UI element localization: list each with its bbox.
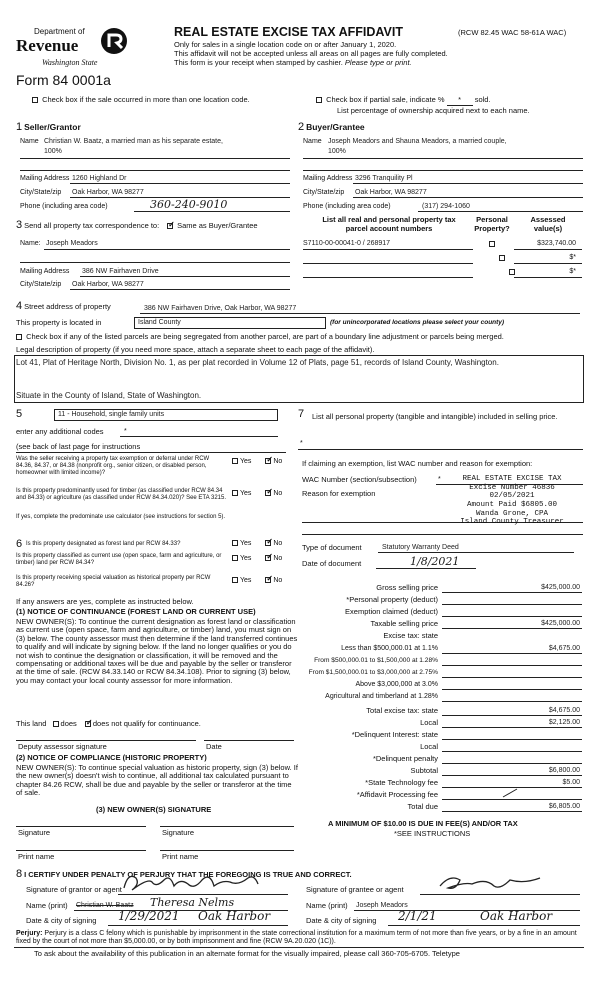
seller-name[interactable]: Christian W. Baatz, a married man as his separate estate, (44, 138, 223, 145)
sec4-row (16, 300, 111, 313)
land-does-checkbox[interactable] (53, 721, 59, 727)
multi-location-row (32, 96, 250, 105)
seller-pct[interactable]: 100% (44, 148, 62, 155)
seller-phone-label: Phone (including area code) (20, 203, 108, 210)
local-value[interactable]: $2,125.00 (548, 719, 580, 726)
sec3-addr-label: Mailing Address (20, 268, 70, 275)
q-forest-no-checkbox[interactable] (265, 540, 271, 546)
stamp-line-5: Wanda Grone, CPA (475, 509, 548, 518)
grantor-sig-label: Signature of grantor or agent (26, 885, 122, 894)
tech-fee-label: *State Technology fee (365, 778, 438, 787)
multi-location-label: Check box if the sale occurred in more than one location code. (42, 95, 250, 104)
form-number: Form 84 0001a (16, 72, 111, 88)
excise-state-label: Excise tax: state (383, 631, 438, 640)
perjury-text: Perjury is a class C felony which is punishable by imprisonment in the state correctional institution for a maximum term of not more than five years, or by a fine in an amount fixed by the court of not more than $5,000.00, or by both imprisonment and fine (RCW 9A.20.020 (1C)). (16, 930, 577, 946)
tier1-value[interactable]: $4,675.00 (548, 645, 580, 652)
grantee-printed-name[interactable]: Joseph Meadors (356, 902, 408, 909)
additional-codes-value[interactable]: * (124, 428, 127, 435)
grantee-signature-image[interactable] (420, 868, 580, 896)
notice-compliance-title: (2) NOTICE OF COMPLIANCE (HISTORIC PROPERTY) (16, 753, 207, 762)
located-label: This property is located in (16, 318, 102, 327)
buyer-title: Buyer/Grantee (306, 122, 365, 132)
buyer-phone[interactable]: (317) 294-1060 (422, 203, 470, 210)
cashier-stamp (446, 475, 578, 527)
seller-city[interactable]: Oak Harbor, WA 98277 (72, 189, 144, 196)
parcel-3-value[interactable]: $* (569, 268, 576, 275)
this-land-label: This land (16, 719, 47, 728)
grantor-date-city-label: Date & city of signing (26, 916, 97, 925)
gross-label: Gross selling price (376, 583, 438, 592)
legal-desc-text-2: Situate in the County of Island, State of Washington. (16, 391, 202, 400)
header-line-2: This affidavit will not be accepted unless all areas on all pages are fully completed. (174, 49, 448, 58)
q-forest-answer (232, 540, 282, 548)
grantor-name-label: Name (print) (26, 901, 68, 910)
wac-label: WAC Number (section/subsection) (302, 475, 417, 484)
additional-codes-label: enter any additional codes (16, 427, 104, 436)
segregated-label: Check box if any of the listed parcels are being segregated from another parcel, are part of a boundary line adjustment or parcels being merged. (26, 332, 504, 341)
q-forest-yes-checkbox[interactable] (232, 540, 238, 546)
buyer-city-label: City/State/zip (303, 189, 345, 196)
notice-continuance-text: NEW OWNER(S): To continue the current designation as forest land or classification as current use (open space, farm and agriculture, or timber) land, you must sign on (3) below. The county assessor must then determine if the land transferred continues to qualify and will indicate by signing below. If the land no longer qualifies or you do not wish to continue the designation or classification, it will be removed and the compensating or additional taxes will be due and payable by the seller or transferor at the time of sale. (RCW 84.33.140 or RCW 84.34.108). Prior to signing (3) below, you may contact your local county assessor for more information. (16, 617, 298, 685)
seller-addr[interactable]: 1260 Highland Dr (72, 175, 127, 182)
seller-addr-label: Mailing Address (20, 175, 70, 182)
land-use-value: 11 - Household, single family units (58, 411, 165, 418)
new-owner-sig-title: (3) NEW OWNER(S) SIGNATURE (96, 805, 212, 814)
grantor-handwritten-name[interactable]: Theresa Nelms (150, 896, 235, 909)
q-forest-yes-label: Yes (240, 540, 252, 547)
q-historic-answer (232, 577, 282, 585)
partial-sale-label: Check box if partial sale, indicate % (326, 95, 445, 104)
personal-header-line-2: Property? (474, 223, 510, 233)
grantee-name-label: Name (print) (306, 901, 348, 910)
sec3-number: 3 (16, 219, 23, 231)
deputy-date-label: Date (206, 742, 222, 751)
sec3-name[interactable]: Joseph Meadors (46, 240, 98, 247)
header-line-1: Only for sales in a single location code on or after January 1, 2020. (174, 40, 397, 49)
gross-value[interactable]: $425,000.00 (541, 584, 580, 591)
perjury-label: Perjury: (16, 930, 43, 937)
exemption-label: If claiming an exemption, list WAC number and reason for exemption: (302, 459, 533, 468)
q-exemption-text: Was the seller receiving a property tax exemption or deferral under RCW 84.36, 84.37, or 84.38 (nonprofit org., senior citizen, or disabled person, homeowner with limited income)? (16, 456, 210, 476)
q-historic-text: Is this property receiving special valuation as historical property per RCW 84.26? (16, 575, 211, 588)
q-timber-if-yes: If yes, complete the predominate use calculator (see instructions for section 5). (16, 514, 226, 520)
land-does-not-checkbox[interactable] (85, 721, 91, 727)
delinquent-penalty-label: *Delinquent penalty (372, 754, 438, 763)
seller-name-label: Name (20, 138, 39, 145)
reason-label: Reason for exemption (302, 489, 376, 498)
stamp-line-6: Island County Treasurer (460, 518, 564, 527)
q-current-use-no-checkbox[interactable] (265, 555, 271, 561)
sec3-name-label: Name: (20, 240, 41, 247)
stamp-line-3: 02/05/2021 (489, 492, 535, 501)
grantor-signature-image[interactable] (118, 868, 288, 896)
parcels-header-line-2: parcel account numbers (345, 223, 433, 233)
sec7-number: 7 (298, 408, 305, 420)
sec1-header (16, 121, 81, 134)
total-state-value[interactable]: $4,675.00 (548, 707, 580, 714)
parcel-2-value[interactable]: $* (569, 254, 576, 261)
sec2-header (298, 121, 365, 134)
q-forest-no-label: No (273, 540, 283, 547)
q-timber-no-checkbox[interactable] (265, 490, 271, 496)
doc-type-label: Type of document (302, 543, 362, 552)
see-instructions: (see back of last page for instructions (16, 442, 141, 451)
q-timber-text: Is this property predominantly used for timber (as classified under RCW 84.34 and 84.33) or agriculture (as classified under RCW 84.34.020)? See ETA 3215. (16, 488, 227, 501)
subtotal-value[interactable]: $6,800.00 (548, 767, 580, 774)
affidavit-fee-label: *Affidavit Processing fee (356, 790, 438, 799)
parcels-header-2 (470, 216, 514, 233)
q-exemption-answer (232, 458, 282, 466)
header-line-3 (174, 59, 412, 68)
parcel-1-value[interactable]: $323,740.00 (537, 240, 576, 247)
delinquent-local-label: Local (420, 742, 438, 751)
new-owner-print-1-label: Print name (18, 852, 55, 861)
street-address[interactable]: 386 NW Fairhaven Drive, Oak Harbor, WA 98277 (144, 305, 297, 312)
segregated-checkbox[interactable] (16, 334, 22, 340)
local-label: Local (420, 718, 438, 727)
certify-statement: I CERTIFY UNDER PENALTY OF PERJURY THAT THE FOREGOING IS TRUE AND CORRECT. (24, 870, 352, 879)
parcels-header-line-1: List all real and personal property tax (322, 215, 456, 224)
doc-date-label: Date of document (302, 559, 362, 568)
land-does-not-label: does not qualify for continuance. (92, 719, 201, 728)
taxable-value[interactable]: $425,000.00 (541, 620, 580, 627)
unincorporated-note: (for unincorporated locations please select your county) (330, 319, 505, 326)
sec2-number: 2 (298, 121, 305, 133)
parcels-header-3 (518, 216, 578, 233)
buyer-phone-label: Phone (including area code) (303, 203, 391, 210)
revenue-logo-text: Revenue (16, 36, 79, 55)
q-historic-no-checkbox[interactable] (265, 577, 271, 583)
q-timber-yes-label: Yes (240, 490, 252, 497)
q-current-use-text: Is this property classified as current use (open space, farm and agriculture, or timber) land per RCW 84.34? (16, 553, 222, 566)
county-value: Island County (138, 319, 181, 326)
form-title: REAL ESTATE EXCISE TAX AFFIDAVIT (174, 25, 403, 39)
q-historic-yes-checkbox[interactable] (232, 577, 238, 583)
sec3-row (16, 219, 258, 232)
tier1-label: Less than $500,000.01 at 1.1% (341, 645, 438, 652)
seller-city-label: City/State/zip (20, 189, 62, 196)
q-forest-text: Is this property designated as forest land per RCW 84.33? (26, 541, 181, 547)
buyer-addr[interactable]: 3296 Tranquility Pl (355, 175, 413, 182)
buyer-addr-label: Mailing Address (303, 175, 353, 182)
deputy-signature-label: Deputy assessor signature (18, 742, 107, 751)
sec4-number: 4 (16, 300, 23, 312)
sec1-number: 1 (16, 121, 23, 133)
q-timber-answer (232, 490, 282, 498)
same-as-buyer-label: Same as Buyer/Grantee (177, 221, 258, 230)
segregated-row (16, 333, 504, 342)
partial-sale-pct[interactable]: * (447, 96, 473, 106)
sec3-city-label: City/State/zip (20, 281, 62, 288)
header-line-3-text: This form is your receipt when stamped by cashier. (174, 58, 343, 67)
sec5-number: 5 (16, 408, 23, 420)
partial-sale-checkbox[interactable] (316, 97, 322, 103)
sec8-number: 8 (16, 868, 23, 880)
assessed-header-line-1: Assessed (530, 215, 566, 224)
buyer-city[interactable]: Oak Harbor, WA 98277 (355, 189, 427, 196)
grantor-sign-city[interactable]: Oak Harbor (198, 909, 271, 923)
assessed-header-line-2: value(s) (533, 223, 563, 233)
doc-date-value[interactable]: 1/8/2021 (410, 555, 460, 568)
alternate-format-note: To ask about the availability of this publication in an alternate format for the visually impaired, please call 360-705-6705. Teletype (34, 949, 460, 958)
subtotal-label: Subtotal (410, 766, 438, 775)
tier4-label: Above $3,000,000 at 3.0% (355, 681, 438, 688)
buyer-name[interactable]: Joseph Meadors and Shauna Meadors, a married couple, (328, 138, 507, 145)
legal-desc-label: Legal description of property (if you need more space, attach a separate sheet to each page of the affidavit). (16, 345, 375, 354)
stamp-line-2: Excise Number 46836 (469, 483, 555, 492)
personal-header-line-1: Personal (476, 215, 508, 224)
see-instructions-note: *SEE INSTRUCTIONS (394, 829, 471, 838)
washington-state-label: Washington State (42, 58, 98, 67)
q-current-use-no-label: No (273, 555, 283, 562)
partial-sale-row (316, 96, 491, 106)
legal-desc-text-1: Lot 41, Plat of Heritage North, Division No. 1, as per plat recorded in Volume 12 of Plats, page 51, records of Island County, Washington. (16, 358, 499, 367)
personal-property-value[interactable]: * (300, 440, 303, 447)
header-type-or-print: Please type or print. (344, 58, 412, 67)
tier2-label: From $500,000.01 to $1,500,000 at 1.28% (314, 657, 438, 664)
partial-sold-label: sold. (474, 95, 491, 104)
this-land-row (16, 720, 201, 729)
revenue-logo-icon (99, 26, 129, 56)
new-owner-sig-1-label: Signature (18, 828, 51, 837)
dept-of-label: Department of (34, 27, 85, 36)
notice-continuance-title: (1) NOTICE OF CONTINUANCE (FOREST LAND OR CURRENT USE) (16, 607, 256, 616)
q-exemption-yes-label: Yes (240, 458, 252, 465)
parcel-2-personal-checkbox[interactable] (499, 255, 505, 261)
personal-property-label: List all personal property (tangible and intangible) included in selling price. (312, 412, 558, 421)
form-title-rcw: (RCW 82.45 WAC 58-61A WAC) (458, 28, 567, 37)
sec3-city[interactable]: Oak Harbor, WA 98277 (72, 281, 144, 288)
wac-value[interactable]: * (438, 476, 441, 483)
q-current-use-yes-checkbox[interactable] (232, 555, 238, 561)
total-state-label: Total excise tax: state (366, 706, 438, 715)
q-historic-no-label: No (273, 577, 283, 584)
sec6-number: 6 (16, 538, 23, 550)
tier3-label: From $1,500,000.01 to $3,000,000 at 2.75% (308, 669, 438, 676)
list-pct-note: List percentage of ownership acquired next to each name. (337, 106, 530, 115)
grantee-sign-date[interactable]: 2/1/21 (398, 909, 437, 923)
tier5-label: Agricultural and timberland at 1.28% (325, 693, 438, 700)
grantee-date-city-label: Date & city of signing (306, 916, 377, 925)
street-label: Street address of property (24, 302, 111, 311)
same-as-buyer-checkbox[interactable] (167, 223, 173, 229)
q-current-use-yes-label: Yes (240, 555, 252, 562)
grantee-sign-city[interactable]: Oak Harbor (480, 909, 553, 923)
q-timber-yes-checkbox[interactable] (232, 490, 238, 496)
affidavit-fee-slash-mark (502, 788, 518, 798)
sec3-label: Send all property tax correspondence to: (24, 221, 160, 230)
q-exemption-no-label: No (273, 458, 283, 465)
new-owner-print-2-label: Print name (162, 852, 199, 861)
if-any-yes: If any answers are yes, complete as instructed below. (16, 597, 194, 606)
q-exemption-no-checkbox[interactable] (265, 458, 271, 464)
tech-fee-value[interactable]: $5.00 (562, 779, 580, 786)
delinquent-interest-label: *Delinquent Interest: state (351, 730, 438, 739)
notice-compliance-text: NEW OWNER(S): To continue special valuation as historic property, sign (3) below. If the new owner(s) doesn't wish to continue, all additional tax calculated pursuant to chapter 84.26 RCW, shall be due and payable by the seller or transferor at the time of sale. (16, 763, 298, 798)
land-does-label: does (60, 719, 77, 728)
q-current-use-answer (232, 555, 282, 563)
taxable-label: Taxable selling price (370, 619, 438, 628)
total-due-label: Total due (407, 802, 438, 811)
new-owner-sig-2-label: Signature (162, 828, 195, 837)
sec3-addr[interactable]: 386 NW Fairhaven Drive (82, 268, 159, 275)
grantee-sig-label: Signature of grantee or agent (306, 885, 404, 894)
minimum-due-note: A MINIMUM OF $10.00 IS DUE IN FEE(S) AND/OR TAX (328, 819, 518, 828)
stamp-line-4: Amount Paid $6805.00 (466, 500, 557, 509)
grantor-printed-name[interactable]: Christian W. Baatz (76, 902, 134, 909)
q-timber-no-label: No (273, 490, 283, 497)
personal-deduct-label: *Personal property (deduct) (346, 595, 438, 604)
parcels-header-1 (309, 216, 469, 233)
perjury-notice (16, 930, 582, 947)
total-due-value[interactable]: $6,805.00 (548, 803, 580, 810)
multi-location-checkbox[interactable] (32, 97, 38, 103)
q-exemption-yes-checkbox[interactable] (232, 458, 238, 464)
grantor-sign-date[interactable]: 1/29/2021 (118, 909, 180, 923)
parcel-1-number[interactable]: S7110-00-00041-0 / 268917 (303, 240, 391, 247)
buyer-pct[interactable]: 100% (328, 148, 346, 155)
doc-type-value[interactable]: Statutory Warranty Deed (382, 544, 459, 551)
q-historic-yes-label: Yes (240, 577, 252, 584)
seller-title: Seller/Grantor (24, 122, 81, 132)
seller-phone[interactable]: 360-240-9010 (150, 198, 228, 211)
stamp-line-1: REAL ESTATE EXCISE TAX (462, 475, 562, 483)
exemption-deduct-label: Exemption claimed (deduct) (345, 607, 438, 616)
buyer-name-label: Name (303, 138, 322, 145)
parcel-1-personal-checkbox[interactable] (489, 241, 495, 247)
